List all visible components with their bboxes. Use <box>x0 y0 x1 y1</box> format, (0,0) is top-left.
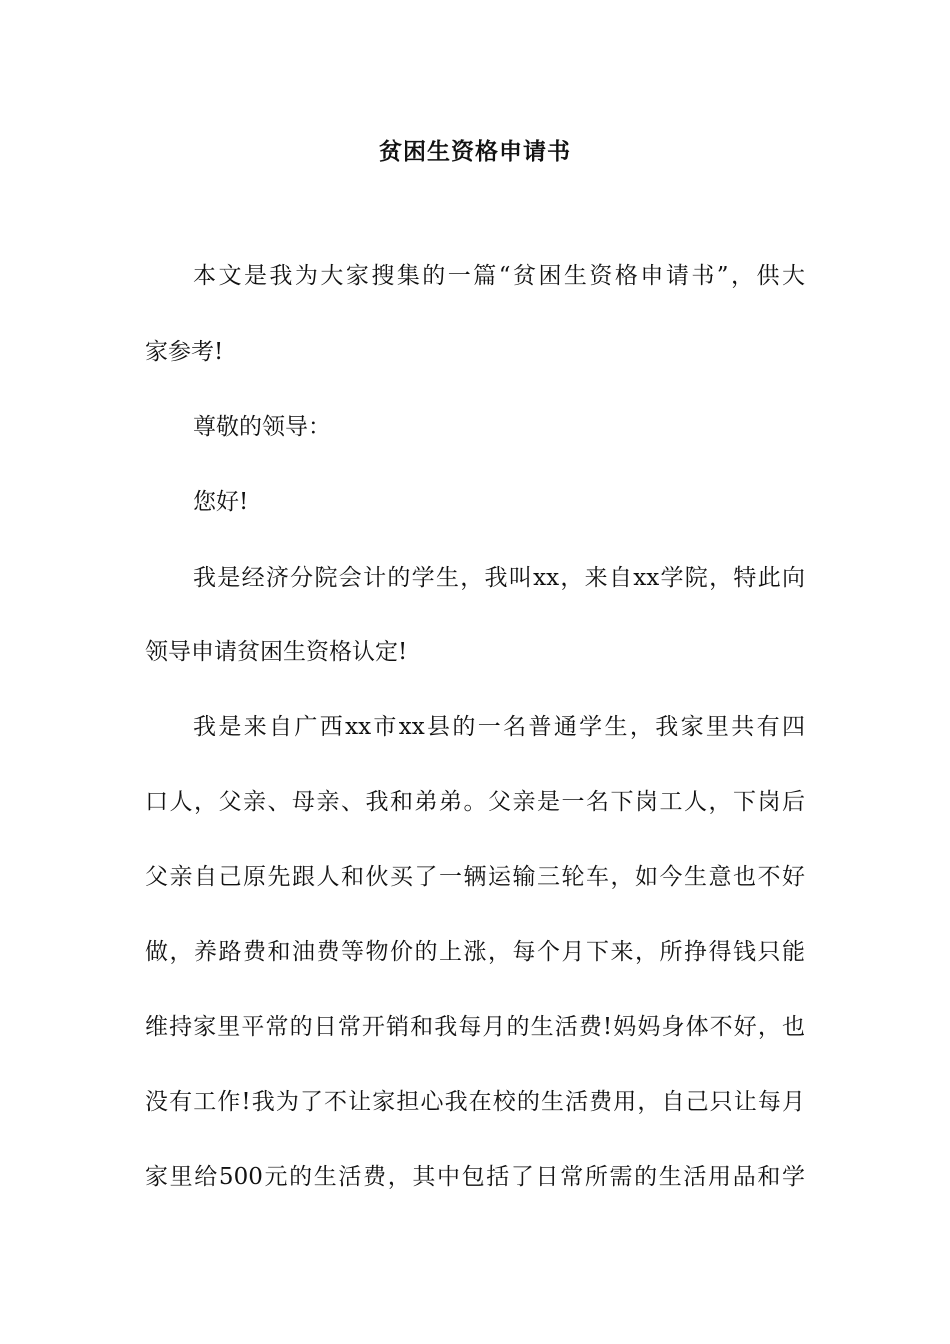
paragraph-line: 没有工作!我为了不让家担心我在校的生活费用，自己只让每月 <box>145 1089 805 1115</box>
greeting-line: 您好! <box>193 489 249 515</box>
paragraph-line: 维持家里平常的日常开销和我每月的生活费!妈妈身体不好，也 <box>145 1014 805 1040</box>
paragraph-line: 家参考! <box>145 339 224 365</box>
paragraph-line: 我是来自广西xx市xx县的一名普通学生，我家里共有四 <box>193 714 805 740</box>
salutation-line: 尊敬的领导： <box>193 414 331 440</box>
document-title: 贫困生资格申请书 <box>379 138 571 165</box>
paragraph-line: 我是经济分院会计的学生，我叫xx，来自xx学院，特此向 <box>193 565 805 591</box>
paragraph-line: 父亲自己原先跟人和伙买了一辆运输三轮车，如今生意也不好 <box>145 864 805 890</box>
paragraph-line: 做，养路费和油费等物价的上涨，每个月下来，所挣得钱只能 <box>145 939 805 965</box>
paragraph-line: 领导申请贫困生资格认定! <box>145 639 408 665</box>
paragraph-line: 家里给500元的生活费，其中包括了日常所需的生活用品和学 <box>145 1164 805 1190</box>
paragraph-line: 口人，父亲、母亲、我和弟弟。父亲是一名下岗工人，下岗后 <box>145 789 805 815</box>
paragraph-line: 本文是我为大家搜集的一篇“贫困生资格申请书”，供大 <box>193 263 805 289</box>
